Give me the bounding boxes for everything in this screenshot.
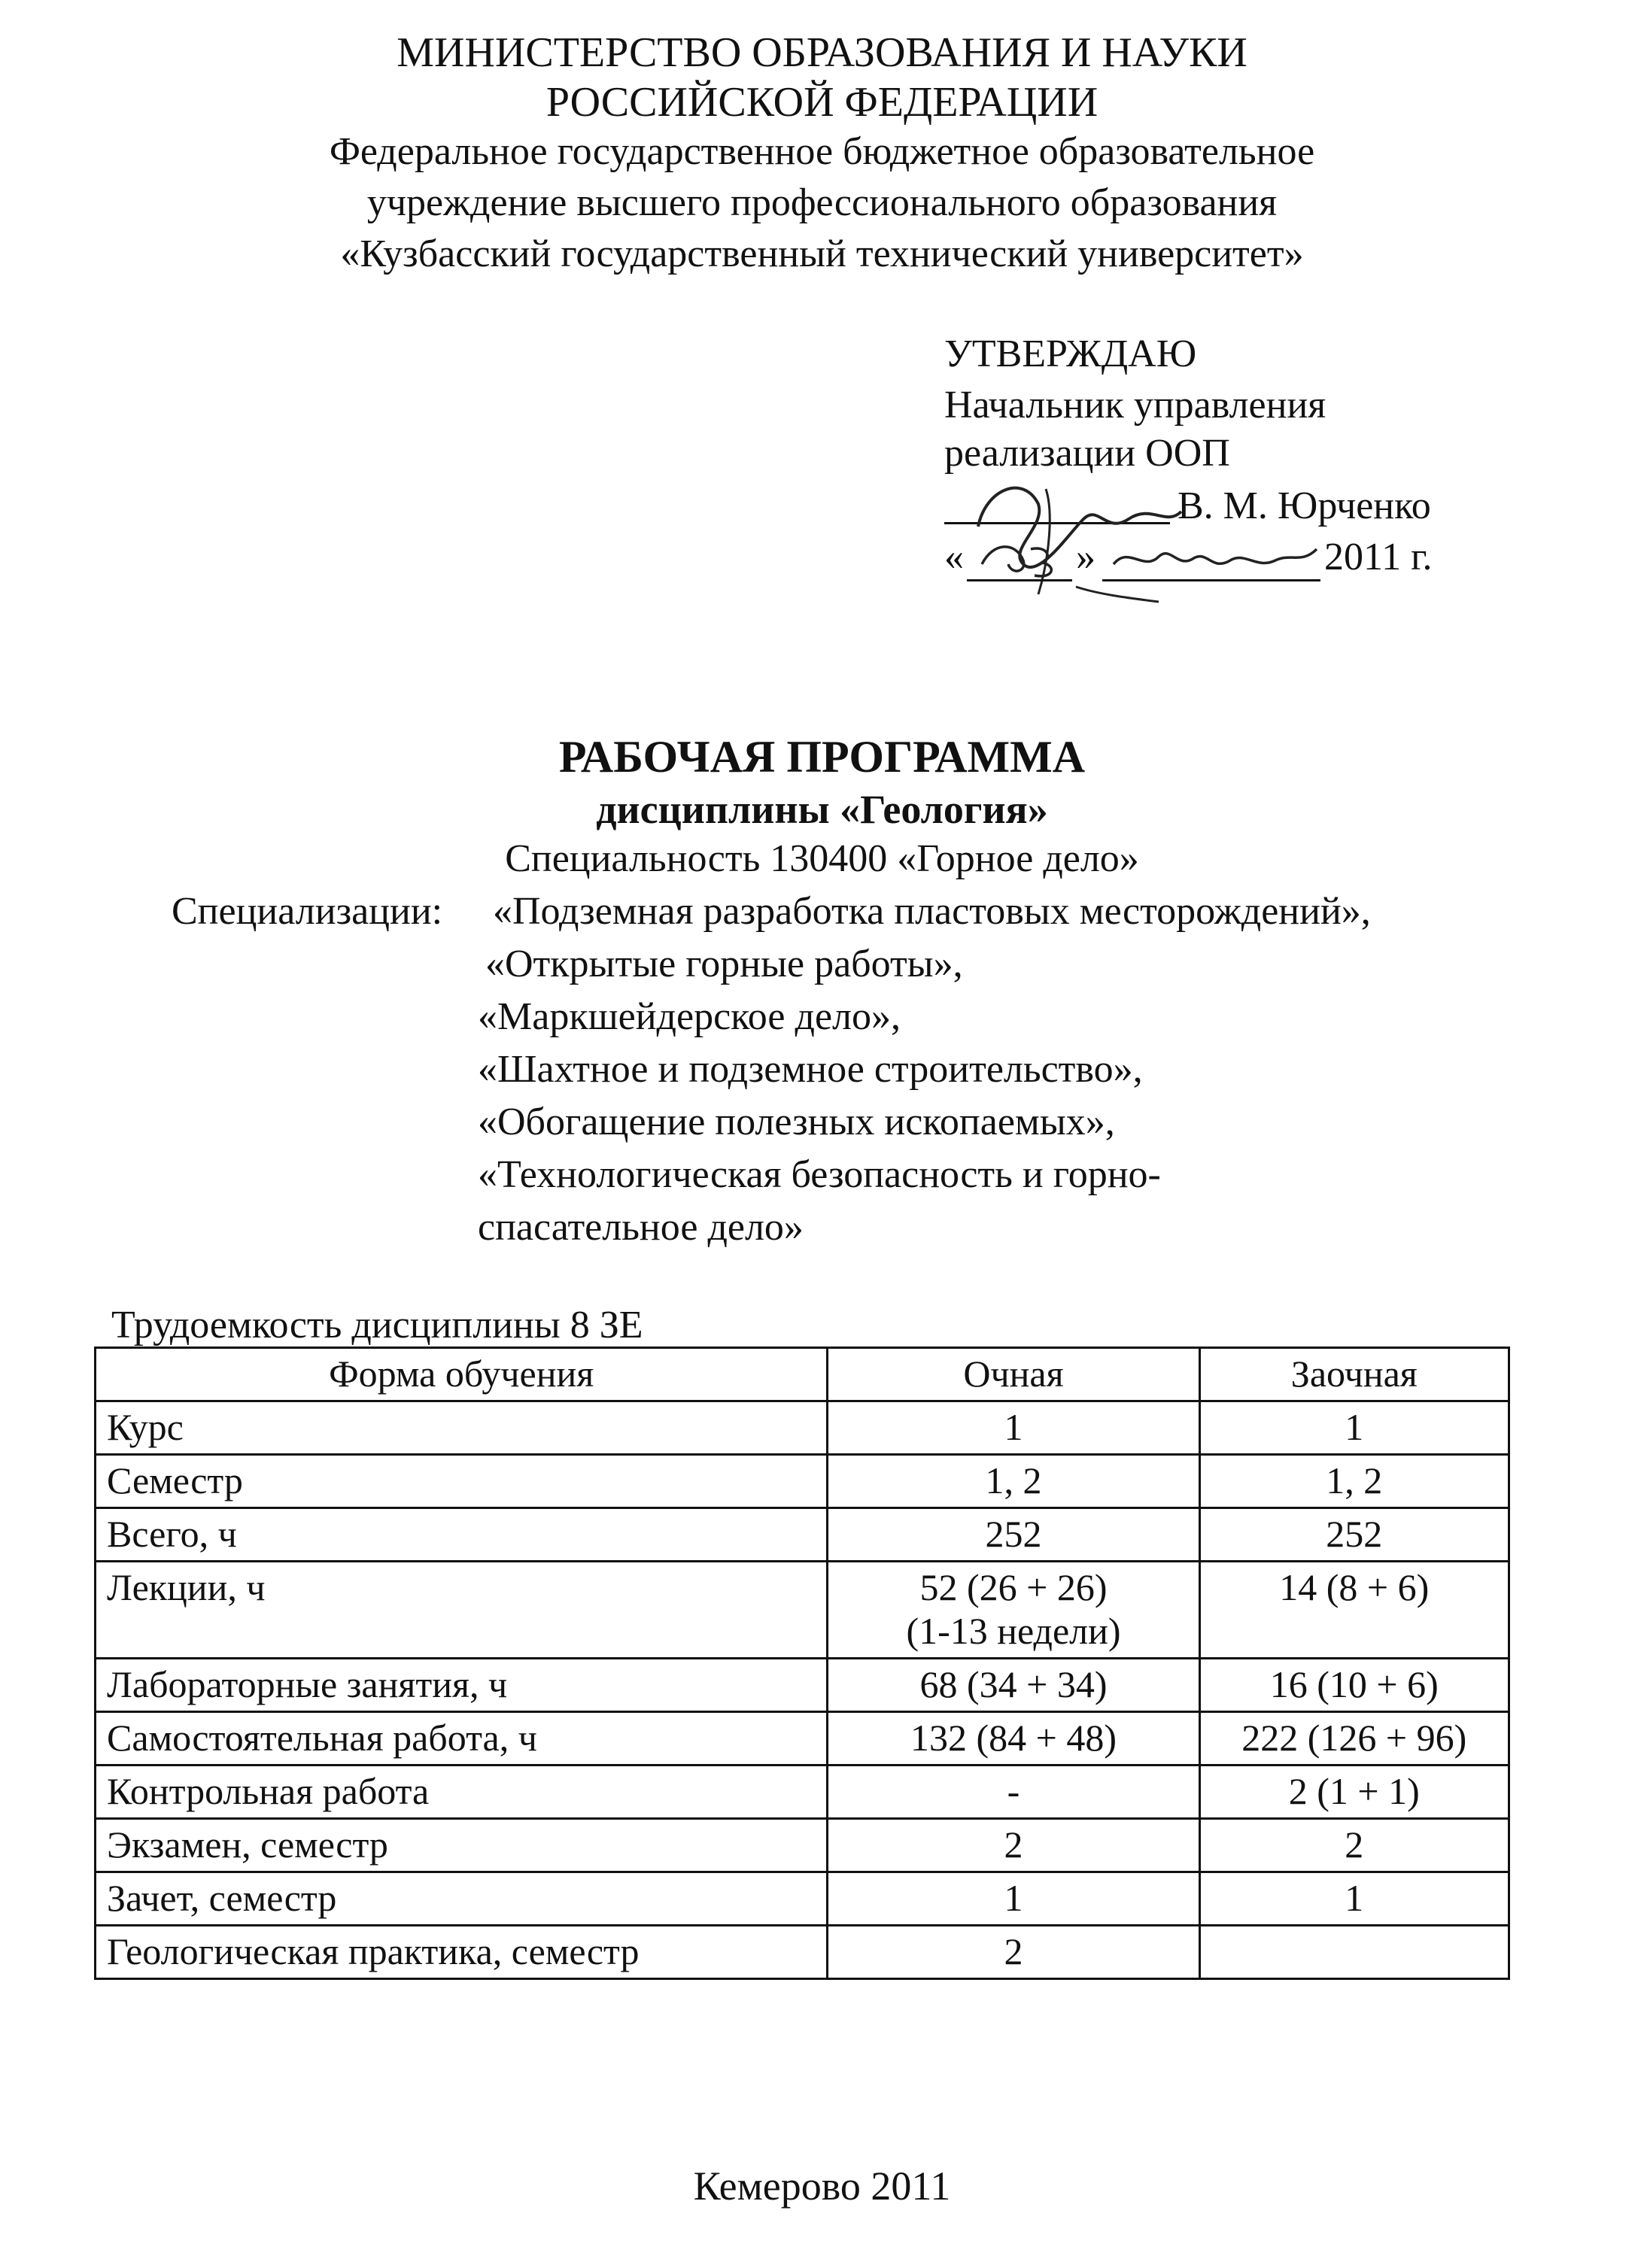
row-label: Лабораторные занятия, ч [96, 1659, 828, 1712]
table-header-row [96, 1348, 1509, 1401]
labor-intensity: Трудоемкость дисциплины 8 ЗЕ [111, 1304, 643, 1347]
specialization-item: «Обогащение полезных ископаемых», [478, 1101, 1115, 1143]
specialization-item: «Технологическая безопасность и горно- [478, 1153, 1161, 1196]
table-row [96, 1659, 1509, 1712]
table-row [96, 1508, 1509, 1562]
extramural-cell: 1 [1199, 1401, 1509, 1455]
table-row [96, 1872, 1509, 1926]
approver-position-line-1: Начальник управления [944, 384, 1326, 427]
approval-year: 2011 г. [1324, 536, 1433, 578]
specialization-item: «Подземная разработка пластовых месторождений», [493, 890, 1371, 933]
table-row [96, 1401, 1509, 1455]
fulltime-cell: 252 [828, 1508, 1199, 1562]
city-year: Кемерово 2011 [693, 2163, 951, 2209]
table-row [96, 1926, 1509, 1979]
table-row [96, 1766, 1509, 1819]
row-label: Всего, ч [96, 1508, 828, 1562]
row-label: Зачет, семестр [96, 1872, 828, 1926]
fulltime-cell: 1 [828, 1872, 1199, 1926]
institution-line-1: Федеральное государственное бюджетное образовательное [329, 130, 1315, 173]
extramural-cell: 1, 2 [1199, 1455, 1509, 1508]
approver-name: В. М. Юрченко [1178, 484, 1431, 527]
row-label: Экзамен, семестр [96, 1819, 828, 1872]
institution-line-3: «Кузбасский государственный технический университет» [340, 232, 1304, 275]
lectures-hours: 52 (26 + 26) [919, 1566, 1108, 1608]
extramural-cell: 252 [1199, 1508, 1509, 1562]
handwritten-month [1106, 530, 1324, 583]
row-label: Семестр [96, 1455, 828, 1508]
fulltime-cell: 68 (34 + 34) [828, 1659, 1199, 1712]
fulltime-cell: 2 [828, 1819, 1199, 1872]
lectures-weeks-note: (1-13 недели) [906, 1610, 1121, 1652]
table-row [96, 1712, 1509, 1766]
extramural-cell: 2 [1199, 1819, 1509, 1872]
row-label: Геологическая практика, семестр [96, 1926, 828, 1979]
table-row [96, 1562, 1509, 1659]
study-hours-table [94, 1347, 1510, 1980]
discipline-name: дисциплины «Геология» [596, 787, 1048, 832]
institution-line-2: учреждение высшего профессионального образования [366, 181, 1278, 224]
row-label: Самостоятельная работа, ч [96, 1712, 828, 1766]
extramural-cell: 2 (1 + 1) [1199, 1766, 1509, 1819]
approve-heading: УТВЕРЖДАЮ [944, 332, 1197, 375]
approver-position-line-2: реализации ООП [944, 432, 1230, 475]
row-label: Контрольная работа [96, 1766, 828, 1819]
specialization-item: «Маркшейдерское дело», [478, 995, 901, 1038]
row-label: Лекции, ч [96, 1562, 828, 1659]
extramural-cell: 1 [1199, 1872, 1509, 1926]
specialization-item: «Открытые горные работы», [485, 943, 963, 985]
extramural-cell: 14 (8 + 6) [1199, 1562, 1509, 1659]
extramural-cell: 222 (126 + 96) [1199, 1712, 1509, 1766]
header-fulltime: Очная [828, 1348, 1199, 1401]
specialization-item: «Шахтное и подземное строительство», [478, 1048, 1143, 1091]
specialization-item: спасательное дело» [478, 1206, 804, 1249]
date-open-quote: « [944, 536, 964, 578]
fulltime-cell: 1 [828, 1401, 1199, 1455]
table-row [96, 1819, 1509, 1872]
specializations-label: Специализации: [172, 890, 443, 933]
fulltime-cell [828, 1562, 1199, 1659]
ministry-line-1: МИНИСТЕРСТВО ОБРАЗОВАНИЯ И НАУКИ [397, 29, 1247, 76]
fulltime-cell: 1, 2 [828, 1455, 1199, 1508]
date-close-quote: » [1076, 536, 1095, 578]
fulltime-cell: 132 (84 + 48) [828, 1712, 1199, 1766]
ministry-line-2: РОССИЙСКОЙ ФЕДЕРАЦИИ [545, 79, 1099, 126]
header-form: Форма обучения [96, 1348, 828, 1401]
row-label: Курс [96, 1401, 828, 1455]
header-extramural: Заочная [1199, 1348, 1509, 1401]
specialty: Специальность 130400 «Горное дело» [505, 837, 1139, 880]
fulltime-cell: - [828, 1766, 1199, 1819]
fulltime-cell: 2 [828, 1926, 1199, 1979]
extramural-cell: 16 (10 + 6) [1199, 1659, 1509, 1712]
table-row [96, 1455, 1509, 1508]
extramural-cell [1199, 1926, 1509, 1979]
program-title: РАБОЧАЯ ПРОГРАММА [558, 732, 1086, 782]
handwritten-day [971, 534, 1068, 582]
